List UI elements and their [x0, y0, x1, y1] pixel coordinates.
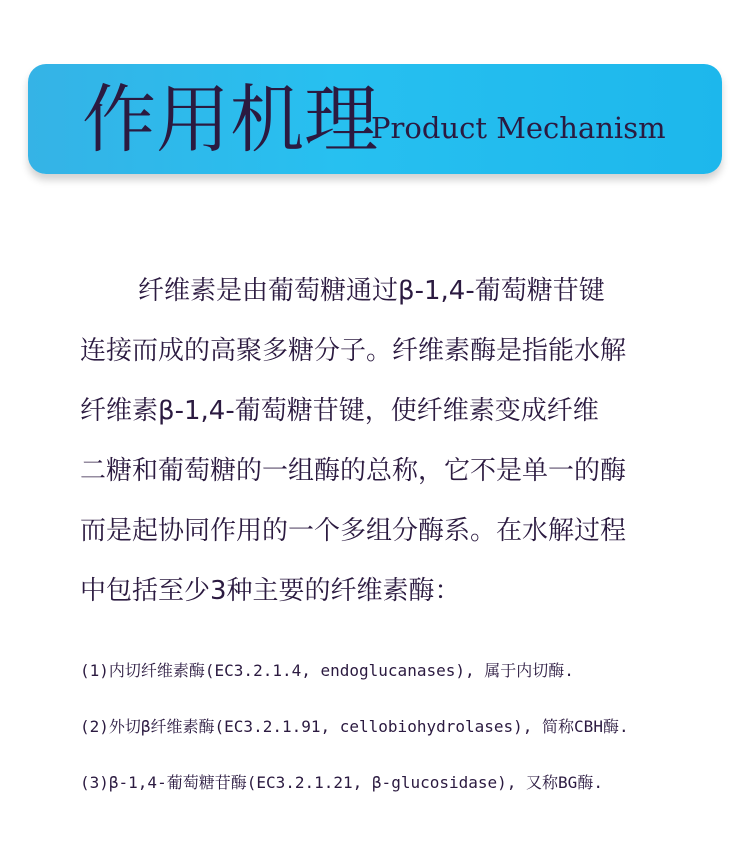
list-item: (3)β-1,4-葡萄糖苷酶(EC3.2.1.21, β-glucosidase), 又称BG酶.: [80, 773, 603, 792]
page-title: 作用机理: [82, 77, 378, 163]
paragraph-line: 中包括至少3种主要的纤维素酶：: [80, 576, 461, 606]
list-item: (2)外切β纤维素酶(EC3.2.1.91, cellobiohydrolases), 简称CBH酶.: [80, 717, 629, 736]
paragraph-line: 连接而成的高聚多糖分子。纤维素酶是指能水解: [80, 336, 627, 366]
header-banner: [28, 64, 722, 174]
list-item: (1)内切纤维素酶(EC3.2.1.4, endoglucanases), 属于内切酶.: [80, 661, 574, 680]
paragraph-line: 纤维素是由葡萄糖通过β-1,4-葡萄糖苷键: [138, 276, 605, 306]
paragraph-line: 而是起协同作用的一个多组分酶系。在水解过程: [80, 516, 627, 546]
paragraph-line: 二糖和葡萄糖的一组酶的总称，它不是单一的酶: [80, 456, 627, 486]
page-subtitle: Product Mechanism: [371, 111, 666, 145]
paragraph-line: 纤维素β-1,4-葡萄糖苷键，使纤维素变成纤维: [80, 396, 599, 426]
